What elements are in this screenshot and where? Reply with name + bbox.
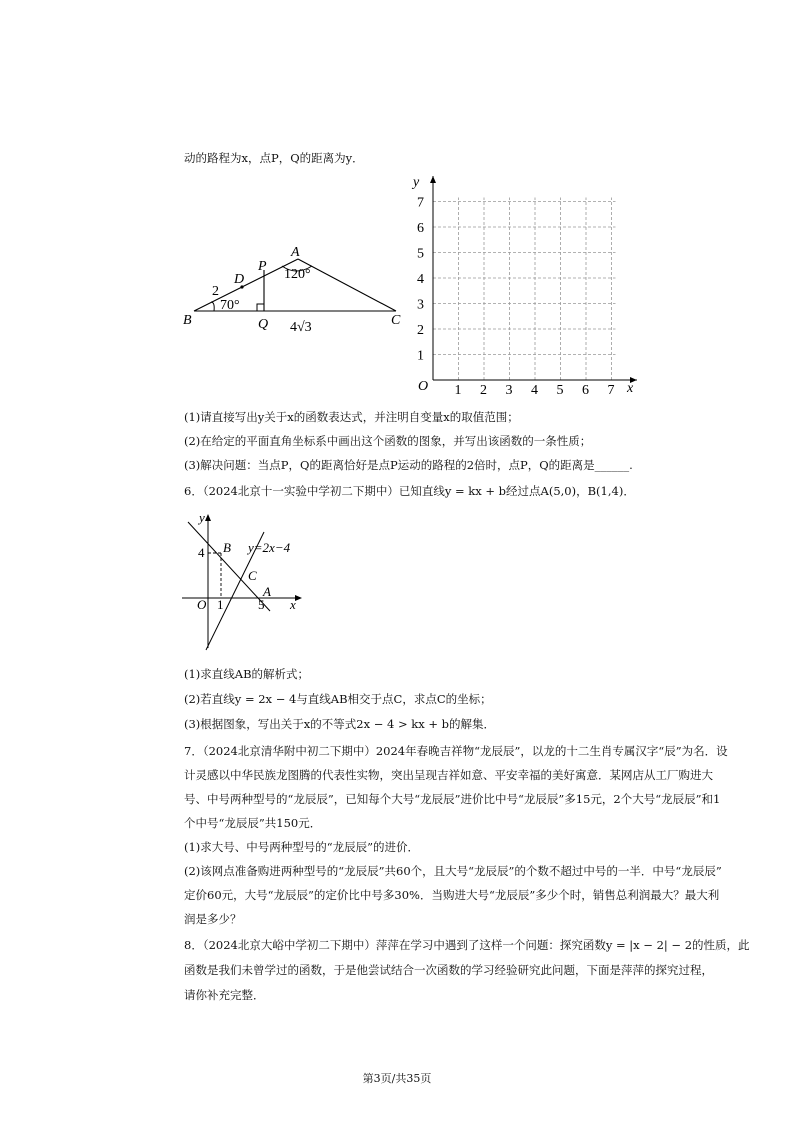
- point-q-label: Q: [258, 317, 269, 332]
- vertex-c-label: C: [391, 313, 401, 328]
- page-footer: 第3页/共35页: [362, 1072, 432, 1085]
- q7-line-4: 个中号“龙辰辰”共150元．: [184, 816, 322, 830]
- q5-item-2: (2)在给定的平面直角坐标系中画出这个函数的图象，并写出该函数的一条性质；: [184, 434, 592, 448]
- q6-tick-4: 4: [198, 545, 205, 560]
- grid-x-axis-label: x: [627, 381, 634, 396]
- grid-x-tick-label: 4: [531, 383, 538, 398]
- q5-intro: 动的路程为x，点P，Q的距离为y．: [184, 151, 364, 165]
- q6-tick-1: 1: [217, 597, 224, 612]
- q8-line-2: 函数是我们未曾学过的函数，于是他尝试结合一次函数的学习经验研究此问题，下面是萍萍的探究过程，: [184, 963, 713, 977]
- q6-origin-label: O: [197, 597, 207, 612]
- q6-item-1: (1)求直线AB的解析式；: [184, 667, 310, 681]
- grid-x-tick-label: 2: [480, 383, 487, 398]
- point-p-label: P: [258, 259, 267, 274]
- side-bd-label: 2: [212, 284, 219, 299]
- q8-line-1: 8．（2024北京大峪中学初二下期中）萍萍在学习中遇到了这样一个问题：探究函数y = |x − 2| − 2的性质，此: [184, 938, 750, 952]
- q6-x-axis-label: x: [290, 597, 296, 612]
- q6-item-2: (2)若直线y = 2x − 4与直线AB相交于点C，求点C的坐标；: [184, 692, 492, 706]
- q7-line-1: 7．（2024北京清华附中初二下期中）2024年春晚吉祥物“龙辰辰”，以龙的十二生肖专属汉字“辰”为名．设: [184, 744, 728, 758]
- vertex-b-label: B: [183, 313, 192, 328]
- q7-item-1: (1)求大号、中号两种型号的“龙辰辰”的进价．: [184, 840, 420, 854]
- q8-line-3: 请你补充完整．: [184, 988, 265, 1002]
- grid-y-tick-label: 1: [417, 348, 424, 364]
- q7-line-2: 计灵感以中华民族龙图腾的代表性实物，突出呈现吉祥如意、平安幸福的美好寓意．某网店从工厂购进大: [184, 768, 713, 782]
- grid-y-tick-label: 7: [417, 195, 424, 211]
- grid-x-tick-label: 7: [607, 383, 615, 398]
- grid-y-tick-label: 3: [417, 297, 424, 313]
- q6-point-b-label: B: [223, 540, 231, 555]
- q6-item-3: (3)根据图象，写出关于x的不等式2x − 4 > kx + b的解集．: [184, 717, 496, 731]
- grid-x-tick-label: 6: [582, 383, 589, 398]
- point-d-label: D: [234, 272, 245, 287]
- q6-point-a-label: A: [263, 584, 271, 599]
- angle-a-label: 120°: [284, 267, 311, 282]
- q5-item-3: (3)解决问题：当点P，Q的距离恰好是点P运动的路程的2倍时，点P，Q的距离是______.: [184, 458, 633, 472]
- grid-y-tick-label: 5: [417, 246, 424, 262]
- q6-stem: 6．（2024北京十一实验中学初二下期中）已知直线y = kx + b经过点A(5,0)，B(1,4)．: [184, 484, 635, 498]
- grid-y-tick-label: 4: [417, 272, 424, 287]
- grid-y-tick-label: 6: [417, 221, 424, 236]
- q7-item-2-line-3: 润是多少？: [184, 912, 242, 926]
- grid-y-axis-label: y: [413, 175, 420, 190]
- angle-b-label: 70°: [220, 298, 240, 313]
- q5-item-1: (1)请直接写出y关于x的函数表达式，并注明自变量x的取值范围；: [184, 410, 519, 424]
- side-qc-label: 4√3: [290, 320, 312, 335]
- vertex-a-label: A: [291, 245, 300, 260]
- q7-item-2-line-1: (2)该网点准备购进两种型号的“龙辰辰”共60个，且大号“龙辰辰”的个数不超过中号的一半．中号“龙辰辰”: [184, 864, 722, 878]
- grid-x-tick-label: 5: [556, 383, 564, 398]
- q5-coordinate-grid: [405, 170, 645, 400]
- q5-triangle-figure: [178, 238, 418, 348]
- q6-tick-5: 5: [258, 597, 265, 612]
- grid-x-tick-label: 1: [454, 383, 462, 398]
- grid-origin-label: O: [418, 379, 429, 394]
- q6-line-label: y=2x−4: [248, 540, 291, 555]
- q6-point-c-label: C: [248, 568, 257, 583]
- q6-line-figure: [178, 510, 308, 650]
- grid-x-tick-label: 3: [505, 383, 513, 398]
- grid-y-tick-label: 2: [417, 323, 424, 338]
- q7-line-3: 号、中号两种型号的“龙辰辰”，已知每个大号“龙辰辰”进价比中号“龙辰辰”多15元，2个大号“龙辰辰”和1: [184, 792, 721, 806]
- q7-item-2-line-2: 定价60元，大号“龙辰辰”的定价比中号多30%．当购进大号“龙辰辰”多少个时，销售总利润最大？最大利: [184, 888, 720, 902]
- q6-y-axis-label: y: [199, 510, 205, 525]
